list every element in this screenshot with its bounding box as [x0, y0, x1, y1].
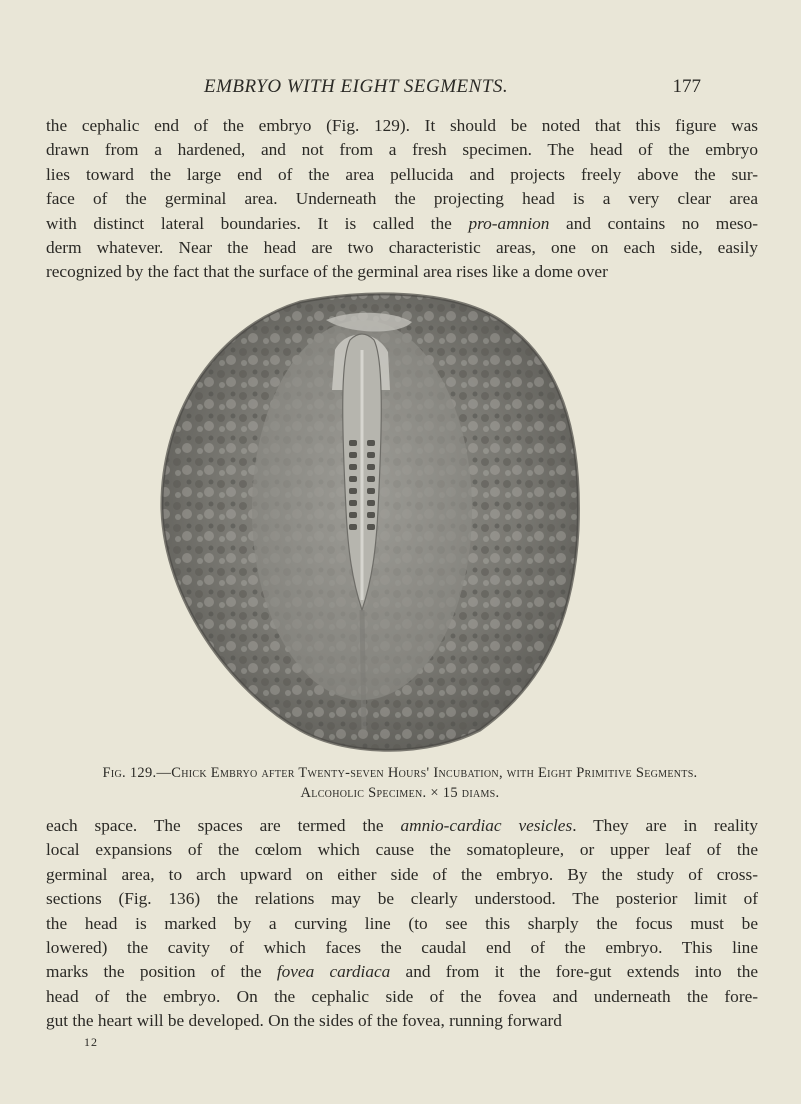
text-line: derm whatever. Near the head are two characteristic areas, one on each side, easily: [46, 238, 758, 258]
text-line: marks the position of the fovea cardiaca and from it the fore-gut extends into the: [46, 962, 759, 982]
italic-term: fovea cardiaca: [276, 962, 391, 982]
page-number: 177: [672, 76, 701, 97]
embryo-illustration-icon: [150, 280, 590, 758]
page-header: [0, 76, 801, 100]
text-line: lowered) the cavity of which faces the caudal end of the embryo. This line: [46, 938, 758, 958]
text-line: each space. The spaces are termed the amnio-cardiac vesicles. They are in reality: [46, 816, 758, 835]
text-line: head of the embryo. On the cephalic side of the fovea and underneath the fore-: [46, 986, 758, 1006]
text-line: germinal area, to arch upward on either side of the embryo. By the study of cross-: [46, 864, 758, 884]
paragraph-top: [46, 114, 758, 285]
text-line: drawn from a hardened, and not from a fresh specimen. The head of the embryo: [46, 140, 758, 160]
running-head: EMBRYO WITH EIGHT SEGMENTS.: [204, 76, 509, 97]
text-line: local expansions of the cœlom which cause the somatopleure, or upper leaf of the: [46, 840, 758, 860]
text-line: with distinct lateral boundaries. It is called the pro-amnion and contains no meso-: [46, 213, 758, 233]
caption-line-1: Fig. 129.—Chick Embryo after Twenty-seven Hours' Incubation, with Eight Primitive Segments.: [102, 765, 698, 781]
text-line: face of the germinal area. Underneath the projecting head is a very clear area: [46, 189, 758, 209]
signature-mark: 12: [84, 1035, 98, 1049]
figure-caption: [40, 763, 760, 803]
italic-term: pro-amnion: [468, 213, 550, 233]
text-line: recognized by the fact that the surface of the germinal area rises like a dome over: [46, 262, 608, 282]
text-line: sections (Fig. 136) the relations may be clearly understood. The posterior limit of: [46, 889, 758, 909]
text-line: the cephalic end of the embryo (Fig. 129). It should be noted that this figure was: [46, 116, 758, 135]
paragraph-bottom: [46, 814, 758, 1034]
text-line: the head is marked by a curving line (to see this sharply the focus must be: [46, 913, 758, 933]
italic-term: amnio-cardiac vesicles: [400, 816, 573, 835]
text-line: lies toward the large end of the area pellucida and projects freely above the sur-: [46, 164, 758, 184]
caption-line-2: Alcoholic Specimen. × 15 diams.: [300, 785, 500, 801]
text-line: gut the heart will be developed. On the sides of the fovea, running forward: [46, 1011, 562, 1031]
embryo-figure: [150, 280, 590, 758]
